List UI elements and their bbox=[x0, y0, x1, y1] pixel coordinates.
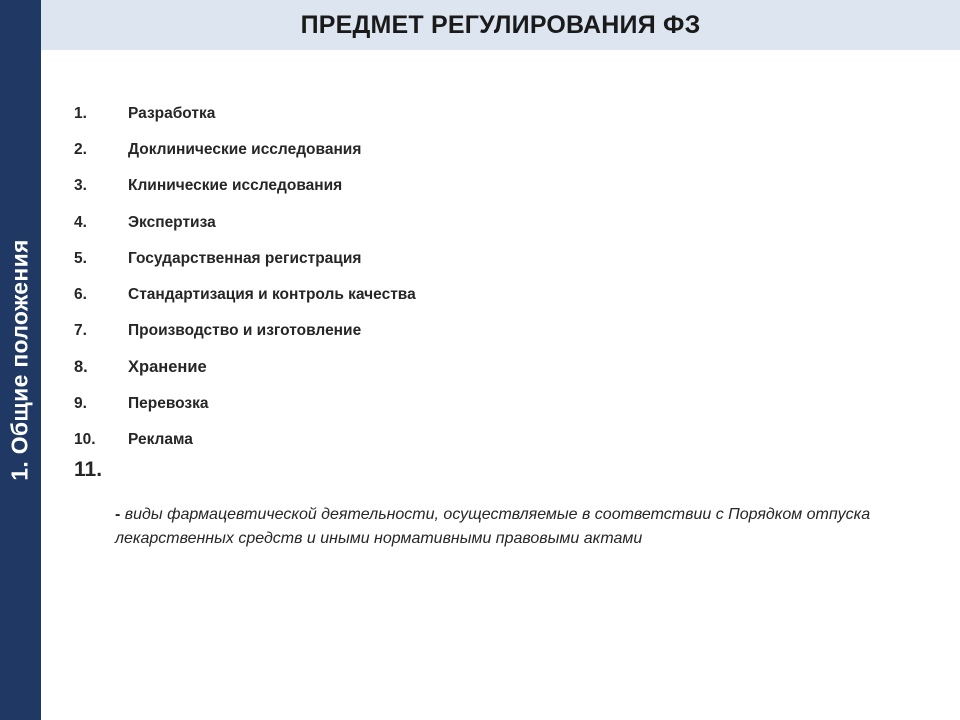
list-item-label: Клинические исследования bbox=[128, 177, 343, 195]
list-item-11-number: 11. bbox=[74, 458, 103, 481]
list-item-number: 7. bbox=[74, 322, 87, 340]
title-band bbox=[41, 0, 960, 50]
list-item-number: 9. bbox=[74, 394, 87, 412]
list-item-number: 6. bbox=[74, 286, 87, 304]
list-item-number: 1. bbox=[74, 105, 87, 123]
list-item-number: 3. bbox=[74, 177, 87, 195]
list-item-label: Реклама bbox=[128, 430, 193, 448]
list-item-label: Стандартизация и контроль качества bbox=[128, 286, 416, 304]
list-item-label: Перевозка bbox=[128, 394, 209, 412]
section-sidebar bbox=[0, 0, 41, 720]
list-item-label: Доклинические исследования bbox=[128, 141, 362, 159]
list-item-number: 10. bbox=[74, 430, 96, 448]
description-text: виды фармацевтической деятельности, осуществляемые в соответствии с Порядком отпуска лекарственных средств и иными нормативными правовыми актами bbox=[115, 506, 871, 547]
list-item-label: Экспертиза bbox=[128, 213, 216, 231]
list-item-number: 4. bbox=[74, 213, 87, 231]
list-item-number: 2. bbox=[74, 141, 87, 159]
page-title: ПРЕДМЕТ РЕГУЛИРОВАНИЯ ФЗ bbox=[300, 10, 701, 39]
list-item-number: 8. bbox=[74, 357, 88, 376]
list-item-11-description bbox=[115, 503, 885, 551]
dash-marker: - bbox=[115, 506, 121, 523]
list-item-label: Производство и изготовление bbox=[128, 322, 362, 340]
list-item-label: Государственная регистрация bbox=[128, 249, 362, 267]
list-item-number: 5. bbox=[74, 249, 87, 267]
list-item-label: Хранение bbox=[128, 357, 207, 376]
section-label: 1. Общие положения bbox=[6, 239, 33, 481]
list-item-label: Разработка bbox=[128, 105, 216, 123]
